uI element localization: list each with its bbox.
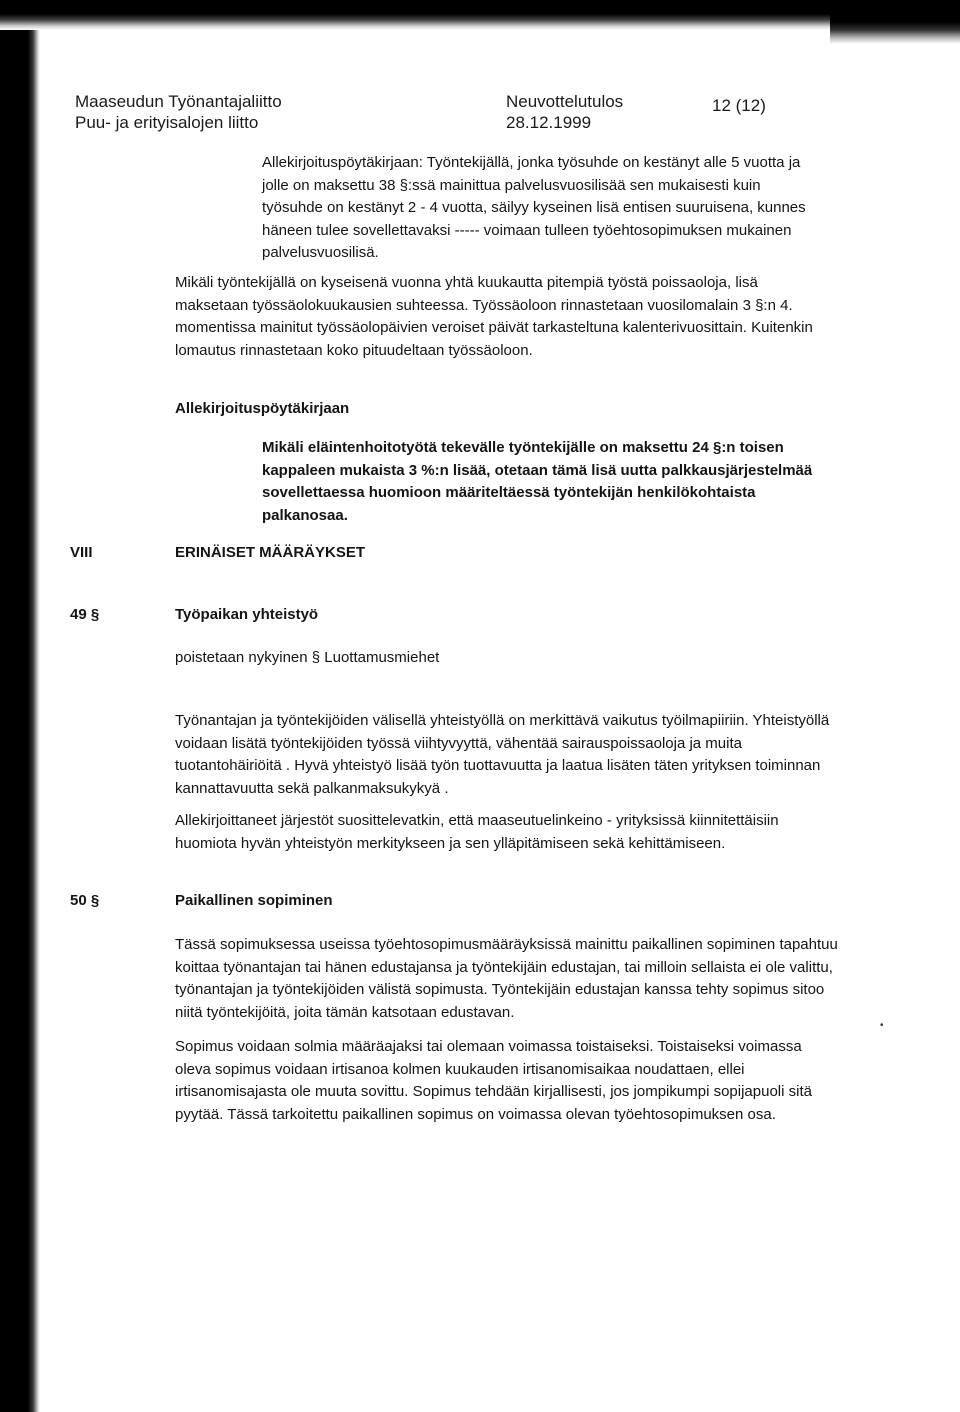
header-doc-date: 28.12.1999 [506, 113, 592, 132]
section-50-paragraph-2: Sopimus voidaan solmia määräajaksi tai olemaan voimassa toistaiseksi. Toistaiseksi voimassa oleva sopimus voidaan irtisanoa kolmen kuukauden irtisanomisaikaa noudattaen, ellei irtisanomisajasta ole muuta sovittu. Sopimus tehdään kirjallisesti, jos jompikumpi sopijapuoli sitä pyytää. Tässä tarkoitettu paikallinen sopimus on voimassa olevan työehtosopimuksen osa. [175, 1038, 812, 1123]
header-doc-type: Neuvottelutulos [506, 92, 624, 111]
section-49-note: poistetaan nykyinen § Luottamusmiehet [175, 649, 440, 666]
header-document-info [506, 91, 623, 133]
chapter-number: VIII [70, 544, 93, 561]
header-org-line2: Puu- ja erityisalojen liitto [75, 113, 259, 132]
header-org-line1: Maaseudun Työnantajaliitto [75, 92, 282, 111]
section-50-title: Paikallinen sopiminen [175, 892, 333, 909]
chapter-title: ERINÄISET MÄÄRÄYKSET [175, 544, 366, 561]
paragraph-protocol-note: Allekirjoituspöytäkirjaan: Työntekijällä, jonka työsuhde on kestänyt alle 5 vuotta ja jolle on maksettu 38 §:ssä mainittua palvelusvuosilisää sen mukaisesti kuin työsuhde on kestänyt 2 - 4 vuotta, säilyy kyseinen lisä entisen suuruisena, kunnes häneen tulee sovellettavaksi ----- voimaan tulleen työehtosopimuksen mukainen palvelusvuosilisä. [262, 154, 806, 261]
scan-speck-mark: • [880, 1020, 884, 1031]
section-49-paragraph-2: Allekirjoittaneet järjestöt suosittelevatkin, että maaseutuelinkeino - yrityksissä kiinnitettäisiin huomiota hyvän yhteistyön merkitykseen ja sen ylläpitämiseen sekä kehittämiseen. [175, 812, 779, 852]
section-49-number: 49 § [70, 606, 100, 623]
scan-border-top [0, 0, 960, 30]
protocol-heading: Allekirjoituspöytäkirjaan [175, 400, 350, 417]
section-50-paragraph-1: Tässä sopimuksessa useissa työehtosopimusmääräyksissä mainittu paikallinen sopiminen tapahtuu koittaa työnantajan tai hänen edustajansa ja työntekijäin edustajan, tai milloin sellaista ei ole valittu, työnantajan ja työntekijöiden välistä sopimusta. Työntekijäin edustajan kanssa tehty sopimus sitoo niitä työntekijöitä, joita tämän katsotaan edustavan. [175, 936, 838, 1021]
section-49-title: Työpaikan yhteistyö [175, 606, 319, 623]
scan-border-left [0, 0, 40, 1412]
section-49-paragraph-1: Työnantajan ja työntekijöiden välisellä yhteistyöllä on merkittävä vaikutus työilmapiiriin. Yhteistyöllä voidaan lisätä työntekijöiden työssä viihtyvyyttä, vähentää sairauspoissaoloja ja muita tuotantohäiriöitä . Hyvä yhteistyö lisää työn tuottavuutta ja laatua lisäten täten yrityksen toiminnan kannattavuutta sekä palkanmaksukykyä . [175, 712, 830, 797]
paragraph-absence-rule: Mikäli työntekijällä on kyseisenä vuonna yhtä kuukautta pitempiä työstä poissaoloja, lisä maksetaan työssäolokuukausien suhteessa. Työssäoloon rinnastetaan vuosilomalain 3 §:n 4. momentissa mainitut työssäolopäivien veroiset päivät tarkasteltuna kalenterivuosittain. Kuitenkin lomautus rinnastetaan koko pituudeltaan työssäoloon. [175, 274, 813, 359]
paragraph-animal-care-supplement: Mikäli eläintenhoitotyötä tekevälle työntekijälle on maksettu 24 §:n toisen kappaleen mukaista 3 %:n lisää, otetaan tämä lisä uutta palkkausjärjestelmää sovellettaessa huomioon määriteltäessä työntekijän henkilökohtaista palkanosaa. [262, 439, 813, 524]
scan-border-top-right [830, 0, 960, 60]
section-50-number: 50 § [70, 892, 100, 909]
header-page-number: 12 (12) [712, 96, 766, 115]
header-organizations [75, 91, 282, 133]
